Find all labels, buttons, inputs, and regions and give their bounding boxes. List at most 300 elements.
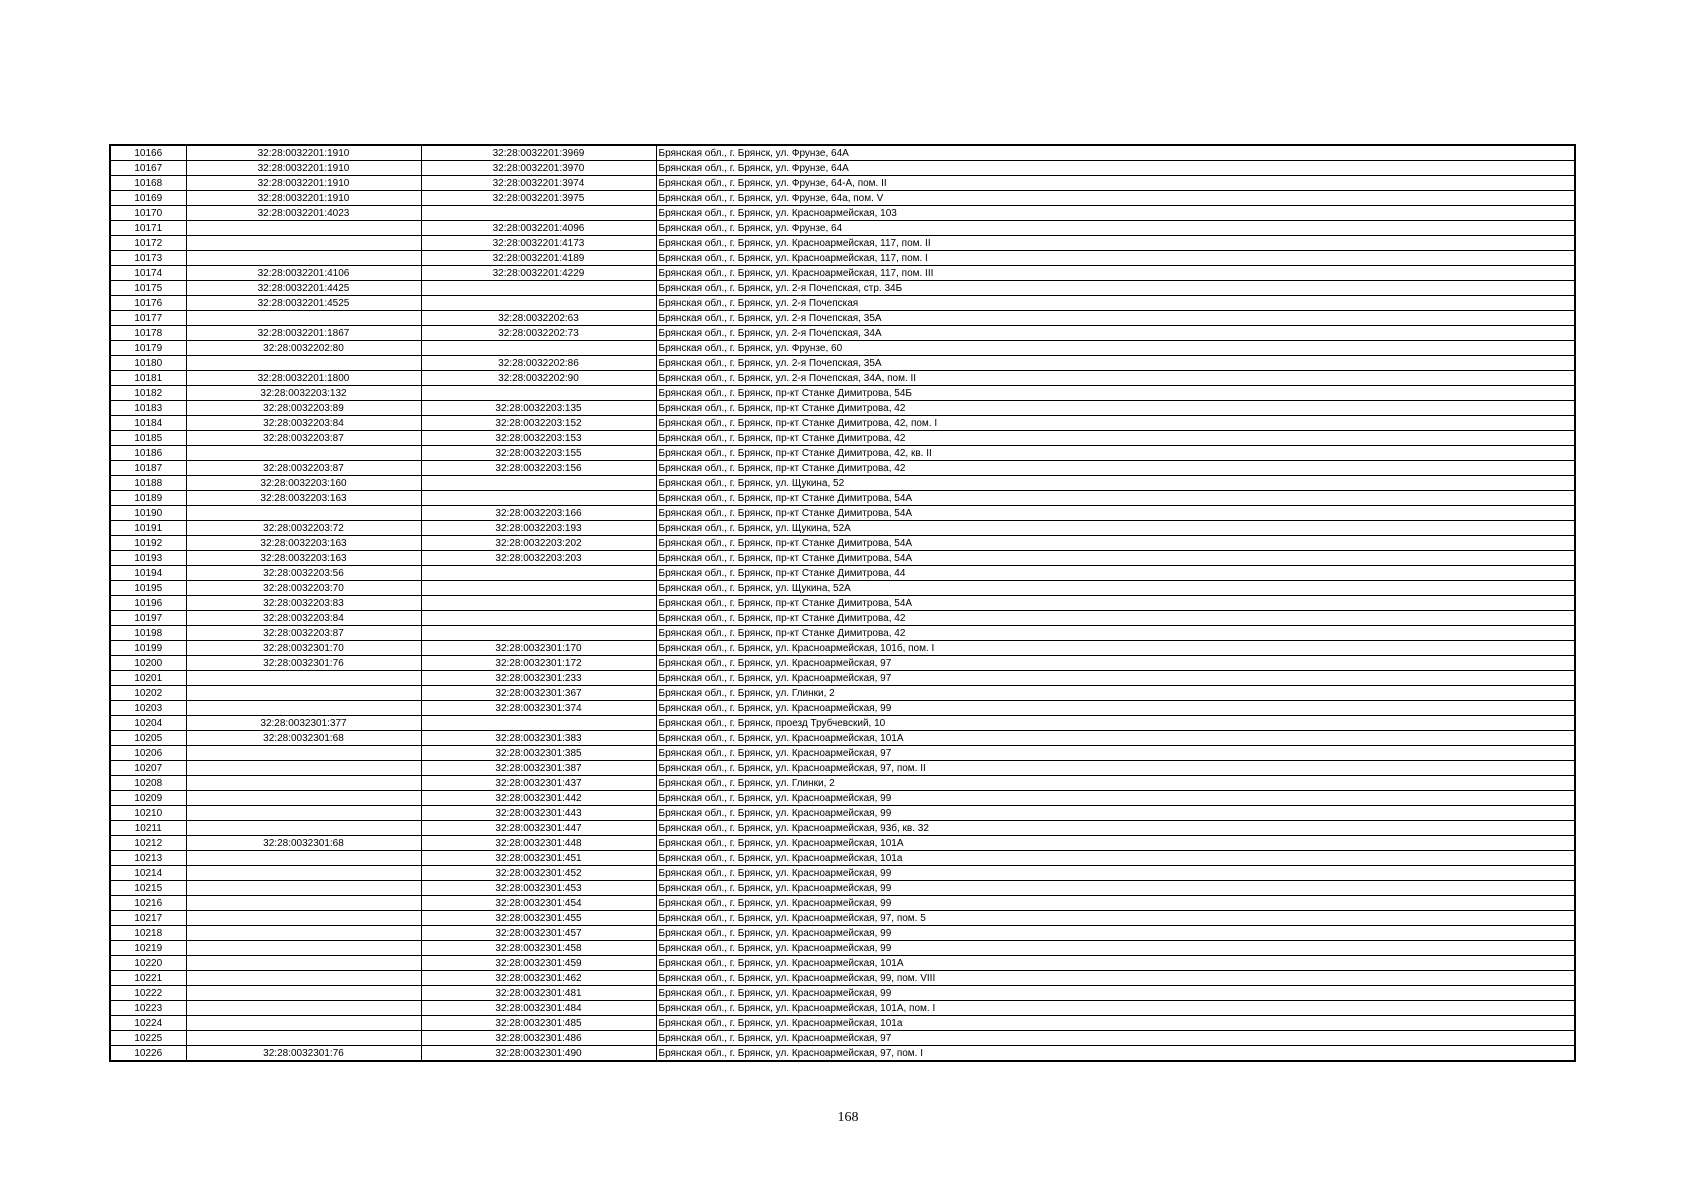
object-cadastral-number-cell: 32:28:0032301:172 bbox=[421, 656, 656, 671]
address-cell: Брянская обл., г. Брянск, ул. Щукина, 52А bbox=[656, 581, 1575, 596]
parcel-cadastral-number-cell: 32:28:0032201:1910 bbox=[186, 176, 421, 191]
object-cadastral-number-cell bbox=[421, 581, 656, 596]
object-cadastral-number-cell: 32:28:0032301:367 bbox=[421, 686, 656, 701]
row-number-cell: 10183 bbox=[110, 401, 186, 416]
parcel-cadastral-number-cell bbox=[186, 1001, 421, 1016]
row-number-cell: 10199 bbox=[110, 641, 186, 656]
object-cadastral-number-cell: 32:28:0032301:443 bbox=[421, 806, 656, 821]
row-number-cell: 10178 bbox=[110, 326, 186, 341]
parcel-cadastral-number-cell bbox=[186, 236, 421, 251]
row-number-cell: 10188 bbox=[110, 476, 186, 491]
parcel-cadastral-number-cell bbox=[186, 881, 421, 896]
address-cell: Брянская обл., г. Брянск, пр-кт Станке Димитрова, 54А bbox=[656, 596, 1575, 611]
table-row bbox=[110, 791, 1575, 806]
object-cadastral-number-cell: 32:28:0032201:4173 bbox=[421, 236, 656, 251]
parcel-cadastral-number-cell bbox=[186, 671, 421, 686]
parcel-cadastral-number-cell bbox=[186, 506, 421, 521]
parcel-cadastral-number-cell bbox=[186, 791, 421, 806]
address-cell: Брянская обл., г. Брянск, пр-кт Станке Димитрова, 42 bbox=[656, 401, 1575, 416]
table-row bbox=[110, 206, 1575, 221]
parcel-cadastral-number-cell bbox=[186, 851, 421, 866]
address-cell: Брянская обл., г. Брянск, ул. Красноармейская, 101б, пом. I bbox=[656, 641, 1575, 656]
object-cadastral-number-cell: 32:28:0032201:4229 bbox=[421, 266, 656, 281]
object-cadastral-number-cell: 32:28:0032201:3974 bbox=[421, 176, 656, 191]
table-row bbox=[110, 161, 1575, 176]
object-cadastral-number-cell bbox=[421, 386, 656, 401]
address-cell: Брянская обл., г. Брянск, пр-кт Станке Димитрова, 44 bbox=[656, 566, 1575, 581]
table-row bbox=[110, 341, 1575, 356]
table-row bbox=[110, 266, 1575, 281]
object-cadastral-number-cell: 32:28:0032201:4189 bbox=[421, 251, 656, 266]
address-cell: Брянская обл., г. Брянск, ул. Фрунзе, 60 bbox=[656, 341, 1575, 356]
address-cell: Брянская обл., г. Брянск, ул. 2-я Почепская, 35А bbox=[656, 311, 1575, 326]
row-number-cell: 10224 bbox=[110, 1016, 186, 1031]
row-number-cell: 10219 bbox=[110, 941, 186, 956]
address-cell: Брянская обл., г. Брянск, ул. Красноармейская, 99 bbox=[656, 701, 1575, 716]
address-cell: Брянская обл., г. Брянск, ул. Красноармейская, 99 bbox=[656, 881, 1575, 896]
object-cadastral-number-cell: 32:28:0032202:90 bbox=[421, 371, 656, 386]
cadastral-table bbox=[109, 144, 1576, 1062]
table-row bbox=[110, 956, 1575, 971]
object-cadastral-number-cell: 32:28:0032203:135 bbox=[421, 401, 656, 416]
row-number-cell: 10166 bbox=[110, 145, 186, 161]
row-number-cell: 10170 bbox=[110, 206, 186, 221]
table-row bbox=[110, 401, 1575, 416]
object-cadastral-number-cell: 32:28:0032301:452 bbox=[421, 866, 656, 881]
table-row bbox=[110, 251, 1575, 266]
object-cadastral-number-cell: 32:28:0032301:462 bbox=[421, 971, 656, 986]
table-row bbox=[110, 176, 1575, 191]
parcel-cadastral-number-cell bbox=[186, 311, 421, 326]
parcel-cadastral-number-cell: 32:28:0032201:1867 bbox=[186, 326, 421, 341]
parcel-cadastral-number-cell: 32:28:0032202:80 bbox=[186, 341, 421, 356]
parcel-cadastral-number-cell: 32:28:0032203:132 bbox=[186, 386, 421, 401]
address-cell: Брянская обл., г. Брянск, пр-кт Станке Димитрова, 42, пом. I bbox=[656, 416, 1575, 431]
object-cadastral-number-cell: 32:28:0032301:233 bbox=[421, 671, 656, 686]
table-row bbox=[110, 145, 1575, 161]
row-number-cell: 10225 bbox=[110, 1031, 186, 1046]
parcel-cadastral-number-cell: 32:28:0032301:68 bbox=[186, 836, 421, 851]
table-row bbox=[110, 386, 1575, 401]
object-cadastral-number-cell: 32:28:0032301:442 bbox=[421, 791, 656, 806]
table-row bbox=[110, 296, 1575, 311]
object-cadastral-number-cell bbox=[421, 611, 656, 626]
parcel-cadastral-number-cell bbox=[186, 986, 421, 1001]
address-cell: Брянская обл., г. Брянск, ул. 2-я Почепская, 34А, пом. II bbox=[656, 371, 1575, 386]
row-number-cell: 10181 bbox=[110, 371, 186, 386]
parcel-cadastral-number-cell bbox=[186, 911, 421, 926]
parcel-cadastral-number-cell bbox=[186, 1031, 421, 1046]
row-number-cell: 10179 bbox=[110, 341, 186, 356]
row-number-cell: 10203 bbox=[110, 701, 186, 716]
address-cell: Брянская обл., г. Брянск, ул. 2-я Почепская, 35А bbox=[656, 356, 1575, 371]
table-row bbox=[110, 191, 1575, 206]
parcel-cadastral-number-cell: 32:28:0032203:56 bbox=[186, 566, 421, 581]
table-row bbox=[110, 806, 1575, 821]
row-number-cell: 10190 bbox=[110, 506, 186, 521]
row-number-cell: 10174 bbox=[110, 266, 186, 281]
table-row bbox=[110, 851, 1575, 866]
row-number-cell: 10226 bbox=[110, 1046, 186, 1062]
address-cell: Брянская обл., г. Брянск, ул. Красноармейская, 101А bbox=[656, 731, 1575, 746]
address-cell: Брянская обл., г. Брянск, ул. Красноармейская, 97, пом. 5 bbox=[656, 911, 1575, 926]
object-cadastral-number-cell: 32:28:0032301:484 bbox=[421, 1001, 656, 1016]
object-cadastral-number-cell: 32:28:0032301:485 bbox=[421, 1016, 656, 1031]
parcel-cadastral-number-cell: 32:28:0032301:76 bbox=[186, 656, 421, 671]
object-cadastral-number-cell: 32:28:0032203:203 bbox=[421, 551, 656, 566]
row-number-cell: 10180 bbox=[110, 356, 186, 371]
address-cell: Брянская обл., г. Брянск, ул. Красноармейская, 117, пом. III bbox=[656, 266, 1575, 281]
table-row bbox=[110, 521, 1575, 536]
parcel-cadastral-number-cell bbox=[186, 251, 421, 266]
parcel-cadastral-number-cell bbox=[186, 1016, 421, 1031]
address-cell: Брянская обл., г. Брянск, ул. Красноармейская, 99 bbox=[656, 986, 1575, 1001]
address-cell: Брянская обл., г. Брянск, пр-кт Станке Димитрова, 42, кв. II bbox=[656, 446, 1575, 461]
table-row bbox=[110, 446, 1575, 461]
table-row bbox=[110, 716, 1575, 731]
parcel-cadastral-number-cell bbox=[186, 761, 421, 776]
object-cadastral-number-cell: 32:28:0032203:155 bbox=[421, 446, 656, 461]
object-cadastral-number-cell: 32:28:0032301:453 bbox=[421, 881, 656, 896]
address-cell: Брянская обл., г. Брянск, ул. Красноармейская, 101а bbox=[656, 1016, 1575, 1031]
address-cell: Брянская обл., г. Брянск, пр-кт Станке Димитрова, 42 bbox=[656, 626, 1575, 641]
row-number-cell: 10201 bbox=[110, 671, 186, 686]
row-number-cell: 10184 bbox=[110, 416, 186, 431]
row-number-cell: 10182 bbox=[110, 386, 186, 401]
object-cadastral-number-cell: 32:28:0032301:170 bbox=[421, 641, 656, 656]
address-cell: Брянская обл., г. Брянск, ул. 2-я Почепская, стр. 34Б bbox=[656, 281, 1575, 296]
object-cadastral-number-cell: 32:28:0032301:455 bbox=[421, 911, 656, 926]
table-row bbox=[110, 281, 1575, 296]
parcel-cadastral-number-cell: 32:28:0032203:89 bbox=[186, 401, 421, 416]
row-number-cell: 10213 bbox=[110, 851, 186, 866]
parcel-cadastral-number-cell: 32:28:0032301:70 bbox=[186, 641, 421, 656]
row-number-cell: 10191 bbox=[110, 521, 186, 536]
parcel-cadastral-number-cell: 32:28:0032301:76 bbox=[186, 1046, 421, 1062]
row-number-cell: 10223 bbox=[110, 1001, 186, 1016]
table-row bbox=[110, 236, 1575, 251]
object-cadastral-number-cell bbox=[421, 566, 656, 581]
table-row bbox=[110, 1046, 1575, 1062]
row-number-cell: 10216 bbox=[110, 896, 186, 911]
object-cadastral-number-cell: 32:28:0032301:458 bbox=[421, 941, 656, 956]
row-number-cell: 10175 bbox=[110, 281, 186, 296]
parcel-cadastral-number-cell bbox=[186, 446, 421, 461]
table-row bbox=[110, 701, 1575, 716]
object-cadastral-number-cell: 32:28:0032301:385 bbox=[421, 746, 656, 761]
parcel-cadastral-number-cell: 32:28:0032201:1910 bbox=[186, 145, 421, 161]
address-cell: Брянская обл., г. Брянск, пр-кт Станке Димитрова, 54А bbox=[656, 491, 1575, 506]
table-row bbox=[110, 506, 1575, 521]
table-row bbox=[110, 221, 1575, 236]
address-cell: Брянская обл., г. Брянск, ул. Красноармейская, 99, пом. VIII bbox=[656, 971, 1575, 986]
object-cadastral-number-cell: 32:28:0032202:73 bbox=[421, 326, 656, 341]
row-number-cell: 10218 bbox=[110, 926, 186, 941]
address-cell: Брянская обл., г. Брянск, пр-кт Станке Димитрова, 42 bbox=[656, 461, 1575, 476]
address-cell: Брянская обл., г. Брянск, ул. Красноармейская, 99 bbox=[656, 806, 1575, 821]
object-cadastral-number-cell: 32:28:0032203:153 bbox=[421, 431, 656, 446]
address-cell: Брянская обл., г. Брянск, ул. Фрунзе, 64А bbox=[656, 161, 1575, 176]
table-row bbox=[110, 686, 1575, 701]
address-cell: Брянская обл., г. Брянск, ул. Фрунзе, 64-А, пом. II bbox=[656, 176, 1575, 191]
address-cell: Брянская обл., г. Брянск, ул. Щукина, 52А bbox=[656, 521, 1575, 536]
object-cadastral-number-cell: 32:28:0032203:202 bbox=[421, 536, 656, 551]
row-number-cell: 10206 bbox=[110, 746, 186, 761]
parcel-cadastral-number-cell: 32:28:0032203:72 bbox=[186, 521, 421, 536]
address-cell: Брянская обл., г. Брянск, ул. Красноармейская, 99 bbox=[656, 896, 1575, 911]
object-cadastral-number-cell bbox=[421, 296, 656, 311]
object-cadastral-number-cell: 32:28:0032301:383 bbox=[421, 731, 656, 746]
object-cadastral-number-cell bbox=[421, 281, 656, 296]
address-cell: Брянская обл., г. Брянск, ул. Красноармейская, 101а bbox=[656, 851, 1575, 866]
address-cell: Брянская обл., г. Брянск, пр-кт Станке Димитрова, 54А bbox=[656, 536, 1575, 551]
row-number-cell: 10217 bbox=[110, 911, 186, 926]
row-number-cell: 10210 bbox=[110, 806, 186, 821]
parcel-cadastral-number-cell bbox=[186, 896, 421, 911]
parcel-cadastral-number-cell: 32:28:0032201:4023 bbox=[186, 206, 421, 221]
row-number-cell: 10196 bbox=[110, 596, 186, 611]
parcel-cadastral-number-cell bbox=[186, 926, 421, 941]
address-cell: Брянская обл., г. Брянск, ул. Красноармейская, 97 bbox=[656, 671, 1575, 686]
table-row bbox=[110, 581, 1575, 596]
table-row bbox=[110, 461, 1575, 476]
object-cadastral-number-cell bbox=[421, 626, 656, 641]
table-row bbox=[110, 761, 1575, 776]
address-cell: Брянская обл., г. Брянск, ул. Красноармейская, 99 bbox=[656, 941, 1575, 956]
parcel-cadastral-number-cell bbox=[186, 356, 421, 371]
table-row bbox=[110, 866, 1575, 881]
row-number-cell: 10208 bbox=[110, 776, 186, 791]
row-number-cell: 10212 bbox=[110, 836, 186, 851]
object-cadastral-number-cell: 32:28:0032301:459 bbox=[421, 956, 656, 971]
object-cadastral-number-cell: 32:28:0032301:448 bbox=[421, 836, 656, 851]
object-cadastral-number-cell: 32:28:0032301:374 bbox=[421, 701, 656, 716]
table-row bbox=[110, 356, 1575, 371]
address-cell: Брянская обл., г. Брянск, пр-кт Станке Димитрова, 54Б bbox=[656, 386, 1575, 401]
row-number-cell: 10194 bbox=[110, 566, 186, 581]
object-cadastral-number-cell: 32:28:0032202:86 bbox=[421, 356, 656, 371]
address-cell: Брянская обл., г. Брянск, ул. Красноармейская, 99 bbox=[656, 926, 1575, 941]
parcel-cadastral-number-cell: 32:28:0032203:87 bbox=[186, 461, 421, 476]
object-cadastral-number-cell: 32:28:0032301:481 bbox=[421, 986, 656, 1001]
parcel-cadastral-number-cell: 32:28:0032203:163 bbox=[186, 491, 421, 506]
parcel-cadastral-number-cell: 32:28:0032203:84 bbox=[186, 416, 421, 431]
object-cadastral-number-cell bbox=[421, 716, 656, 731]
object-cadastral-number-cell: 32:28:0032301:454 bbox=[421, 896, 656, 911]
table-row bbox=[110, 881, 1575, 896]
cadastral-table-body bbox=[110, 145, 1575, 1061]
row-number-cell: 10214 bbox=[110, 866, 186, 881]
address-cell: Брянская обл., г. Брянск, пр-кт Станке Димитрова, 54А bbox=[656, 506, 1575, 521]
table-row bbox=[110, 1001, 1575, 1016]
address-cell: Брянская обл., г. Брянск, ул. Красноармейская, 101А, пом. I bbox=[656, 1001, 1575, 1016]
row-number-cell: 10186 bbox=[110, 446, 186, 461]
row-number-cell: 10215 bbox=[110, 881, 186, 896]
address-cell: Брянская обл., г. Брянск, ул. Красноармейская, 117, пом. II bbox=[656, 236, 1575, 251]
object-cadastral-number-cell bbox=[421, 491, 656, 506]
table-row bbox=[110, 626, 1575, 641]
object-cadastral-number-cell: 32:28:0032301:437 bbox=[421, 776, 656, 791]
address-cell: Брянская обл., г. Брянск, ул. Фрунзе, 64А bbox=[656, 145, 1575, 161]
table-row bbox=[110, 536, 1575, 551]
page-number: 168 bbox=[837, 1110, 859, 1125]
address-cell: Брянская обл., г. Брянск, ул. Фрунзе, 64 bbox=[656, 221, 1575, 236]
table-row bbox=[110, 971, 1575, 986]
table-row bbox=[110, 746, 1575, 761]
row-number-cell: 10197 bbox=[110, 611, 186, 626]
row-number-cell: 10173 bbox=[110, 251, 186, 266]
address-cell: Брянская обл., г. Брянск, ул. Красноармейская, 97, пом. II bbox=[656, 761, 1575, 776]
parcel-cadastral-number-cell: 32:28:0032201:4106 bbox=[186, 266, 421, 281]
parcel-cadastral-number-cell bbox=[186, 746, 421, 761]
row-number-cell: 10207 bbox=[110, 761, 186, 776]
object-cadastral-number-cell: 32:28:0032203:156 bbox=[421, 461, 656, 476]
address-cell: Брянская обл., г. Брянск, ул. Фрунзе, 64а, пом. V bbox=[656, 191, 1575, 206]
address-cell: Брянская обл., г. Брянск, ул. Красноармейская, 97 bbox=[656, 1031, 1575, 1046]
object-cadastral-number-cell: 32:28:0032301:486 bbox=[421, 1031, 656, 1046]
parcel-cadastral-number-cell bbox=[186, 776, 421, 791]
object-cadastral-number-cell: 32:28:0032301:447 bbox=[421, 821, 656, 836]
table-row bbox=[110, 911, 1575, 926]
table-row bbox=[110, 836, 1575, 851]
row-number-cell: 10209 bbox=[110, 791, 186, 806]
address-cell: Брянская обл., г. Брянск, ул. Красноармейская, 99 bbox=[656, 866, 1575, 881]
object-cadastral-number-cell: 32:28:0032201:3969 bbox=[421, 145, 656, 161]
object-cadastral-number-cell: 32:28:0032201:4096 bbox=[421, 221, 656, 236]
table-row bbox=[110, 311, 1575, 326]
table-row bbox=[110, 776, 1575, 791]
parcel-cadastral-number-cell bbox=[186, 686, 421, 701]
parcel-cadastral-number-cell: 32:28:0032203:84 bbox=[186, 611, 421, 626]
object-cadastral-number-cell: 32:28:0032202:63 bbox=[421, 311, 656, 326]
row-number-cell: 10222 bbox=[110, 986, 186, 1001]
row-number-cell: 10204 bbox=[110, 716, 186, 731]
row-number-cell: 10195 bbox=[110, 581, 186, 596]
parcel-cadastral-number-cell bbox=[186, 821, 421, 836]
table-row bbox=[110, 821, 1575, 836]
table-row bbox=[110, 731, 1575, 746]
row-number-cell: 10200 bbox=[110, 656, 186, 671]
parcel-cadastral-number-cell: 32:28:0032201:4425 bbox=[186, 281, 421, 296]
object-cadastral-number-cell: 32:28:0032203:193 bbox=[421, 521, 656, 536]
address-cell: Брянская обл., г. Брянск, ул. Красноармейская, 93б, кв. 32 bbox=[656, 821, 1575, 836]
row-number-cell: 10205 bbox=[110, 731, 186, 746]
parcel-cadastral-number-cell: 32:28:0032203:83 bbox=[186, 596, 421, 611]
parcel-cadastral-number-cell: 32:28:0032301:377 bbox=[186, 716, 421, 731]
parcel-cadastral-number-cell: 32:28:0032203:87 bbox=[186, 431, 421, 446]
address-cell: Брянская обл., г. Брянск, ул. Красноармейская, 101А bbox=[656, 836, 1575, 851]
table-row bbox=[110, 986, 1575, 1001]
parcel-cadastral-number-cell bbox=[186, 956, 421, 971]
row-number-cell: 10167 bbox=[110, 161, 186, 176]
row-number-cell: 10185 bbox=[110, 431, 186, 446]
row-number-cell: 10202 bbox=[110, 686, 186, 701]
object-cadastral-number-cell: 32:28:0032301:451 bbox=[421, 851, 656, 866]
table-row bbox=[110, 416, 1575, 431]
address-cell: Брянская обл., г. Брянск, ул. Красноармейская, 97 bbox=[656, 656, 1575, 671]
row-number-cell: 10189 bbox=[110, 491, 186, 506]
table-row bbox=[110, 371, 1575, 386]
object-cadastral-number-cell: 32:28:0032201:3970 bbox=[421, 161, 656, 176]
row-number-cell: 10193 bbox=[110, 551, 186, 566]
address-cell: Брянская обл., г. Брянск, ул. Красноармейская, 101А bbox=[656, 956, 1575, 971]
object-cadastral-number-cell: 32:28:0032301:387 bbox=[421, 761, 656, 776]
row-number-cell: 10172 bbox=[110, 236, 186, 251]
table-row bbox=[110, 671, 1575, 686]
table-row bbox=[110, 476, 1575, 491]
table-row bbox=[110, 896, 1575, 911]
address-cell: Брянская обл., г. Брянск, ул. Красноармейская, 97, пом. I bbox=[656, 1046, 1575, 1062]
address-cell: Брянская обл., г. Брянск, ул. Глинки, 2 bbox=[656, 686, 1575, 701]
object-cadastral-number-cell: 32:28:0032201:3975 bbox=[421, 191, 656, 206]
table-row bbox=[110, 656, 1575, 671]
parcel-cadastral-number-cell: 32:28:0032301:68 bbox=[186, 731, 421, 746]
address-cell: Брянская обл., г. Брянск, пр-кт Станке Димитрова, 42 bbox=[656, 431, 1575, 446]
row-number-cell: 10211 bbox=[110, 821, 186, 836]
parcel-cadastral-number-cell: 32:28:0032201:1800 bbox=[186, 371, 421, 386]
table-row bbox=[110, 551, 1575, 566]
address-cell: Брянская обл., г. Брянск, ул. Щукина, 52 bbox=[656, 476, 1575, 491]
parcel-cadastral-number-cell: 32:28:0032203:87 bbox=[186, 626, 421, 641]
row-number-cell: 10221 bbox=[110, 971, 186, 986]
row-number-cell: 10168 bbox=[110, 176, 186, 191]
object-cadastral-number-cell bbox=[421, 341, 656, 356]
parcel-cadastral-number-cell bbox=[186, 806, 421, 821]
table-row bbox=[110, 566, 1575, 581]
parcel-cadastral-number-cell bbox=[186, 866, 421, 881]
address-cell: Брянская обл., г. Брянск, проезд Трубчевский, 10 bbox=[656, 716, 1575, 731]
row-number-cell: 10171 bbox=[110, 221, 186, 236]
object-cadastral-number-cell bbox=[421, 206, 656, 221]
table-row bbox=[110, 431, 1575, 446]
object-cadastral-number-cell bbox=[421, 476, 656, 491]
parcel-cadastral-number-cell bbox=[186, 971, 421, 986]
address-cell: Брянская обл., г. Брянск, ул. Красноармейская, 99 bbox=[656, 791, 1575, 806]
parcel-cadastral-number-cell: 32:28:0032201:1910 bbox=[186, 161, 421, 176]
address-cell: Брянская обл., г. Брянск, ул. 2-я Почепская bbox=[656, 296, 1575, 311]
row-number-cell: 10177 bbox=[110, 311, 186, 326]
row-number-cell: 10169 bbox=[110, 191, 186, 206]
row-number-cell: 10220 bbox=[110, 956, 186, 971]
address-cell: Брянская обл., г. Брянск, ул. 2-я Почепская, 34А bbox=[656, 326, 1575, 341]
parcel-cadastral-number-cell bbox=[186, 941, 421, 956]
row-number-cell: 10187 bbox=[110, 461, 186, 476]
row-number-cell: 10176 bbox=[110, 296, 186, 311]
parcel-cadastral-number-cell bbox=[186, 221, 421, 236]
table-row bbox=[110, 326, 1575, 341]
address-cell: Брянская обл., г. Брянск, пр-кт Станке Димитрова, 42 bbox=[656, 611, 1575, 626]
table-row bbox=[110, 611, 1575, 626]
object-cadastral-number-cell: 32:28:0032203:152 bbox=[421, 416, 656, 431]
parcel-cadastral-number-cell: 32:28:0032203:70 bbox=[186, 581, 421, 596]
parcel-cadastral-number-cell bbox=[186, 701, 421, 716]
address-cell: Брянская обл., г. Брянск, ул. Красноармейская, 103 bbox=[656, 206, 1575, 221]
table-row bbox=[110, 926, 1575, 941]
table-row bbox=[110, 1016, 1575, 1031]
object-cadastral-number-cell: 32:28:0032203:166 bbox=[421, 506, 656, 521]
parcel-cadastral-number-cell: 32:28:0032201:4525 bbox=[186, 296, 421, 311]
address-cell: Брянская обл., г. Брянск, ул. Красноармейская, 97 bbox=[656, 746, 1575, 761]
row-number-cell: 10198 bbox=[110, 626, 186, 641]
address-cell: Брянская обл., г. Брянск, ул. Красноармейская, 117, пом. I bbox=[656, 251, 1575, 266]
table-row bbox=[110, 1031, 1575, 1046]
table-row bbox=[110, 941, 1575, 956]
object-cadastral-number-cell: 32:28:0032301:490 bbox=[421, 1046, 656, 1062]
parcel-cadastral-number-cell: 32:28:0032203:160 bbox=[186, 476, 421, 491]
parcel-cadastral-number-cell: 32:28:0032203:163 bbox=[186, 536, 421, 551]
address-cell: Брянская обл., г. Брянск, ул. Глинки, 2 bbox=[656, 776, 1575, 791]
address-cell: Брянская обл., г. Брянск, пр-кт Станке Димитрова, 54А bbox=[656, 551, 1575, 566]
